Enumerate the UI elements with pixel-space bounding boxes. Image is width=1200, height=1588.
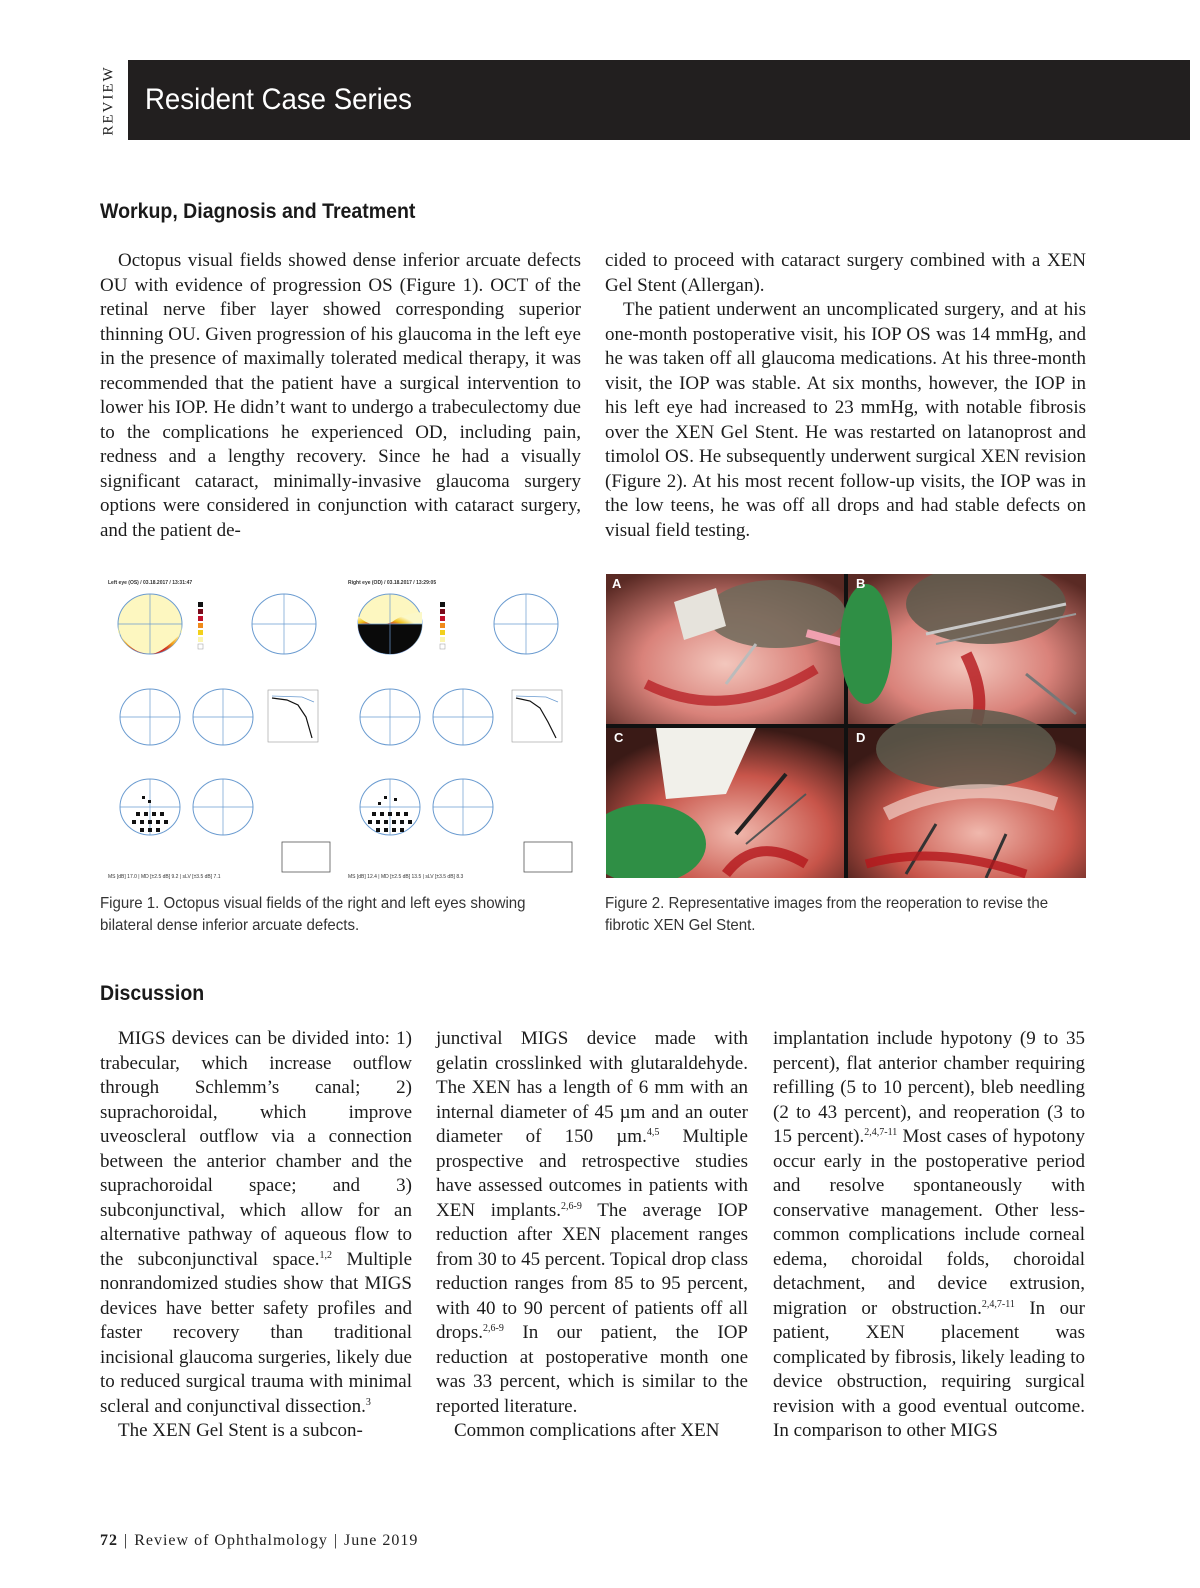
page-footer: 72 | Review of Ophthalmology | June 2019 [100,1532,419,1549]
discussion-paragraph: implantation include hypotony (9 to 35 percent), flat anterior chamber requiring refilling (5 to 10 percent), bleb needling (2 to 43 percent), and reoperation (3 to 15 percent).$^{2,4,7-11}$ Most cases of hypotony occur early in the postoperative period and resolve spontaneously with conservative management. Other less-common complications include corneal edema, choroidal folds, choroidal detachment, and device extrusion, migration or obstruction.$^{2,4,7-11}$ In our patient, XEN placement was complicated by fibrosis, likely leading to device obstruction, requiring surgical revision with a good eventual outcome. In comparison to other MIGS [773,1028,1086,1441]
right-stats-text: MS [dB] 12.4 | MD [±2.5 dB] 13.5 | sLV [±3.5 dB] 8.3 [348,874,464,880]
panel-label-a: A [612,576,622,591]
panel-label-b: B [856,576,866,591]
header-banner [128,60,1190,140]
discussion-paragraph: Common complications after XEN [454,1420,720,1441]
discussion-column-1 [100,1027,412,1444]
surgical-panel-a [606,574,846,724]
issue-date: June 2019 [344,1532,419,1549]
workup-paragraph: Octopus visual fields showed dense inferior arcuate defects OU with evidence of progression OS (Figure 1). OCT of the retinal nerve fiber layer showed corresponding superior thinning OU. Given progression of his glaucoma in the left eye in the presence of maximally tolerated medical therapy, it was recommended that the patient have a surgical intervention to lower his IOP. He didn’t want to undergo a trabeculectomy due to the complications he experienced OD, including pain, redness and a lengthy recovery. Since he had a visually significant cataract, minimally-invasive glaucoma surgery options were considered in conjunction with cataract surgery, and the patient de- [100,250,581,541]
right-eye-label: Right eye (OD) / 03.18.2017 / 13:29:05 [348,580,437,586]
left-stats-box [282,842,330,872]
workup-heading: Workup, Diagnosis and Treatment [100,200,416,223]
page-number: 72 [100,1532,118,1549]
discussion-heading: Discussion [100,982,205,1005]
surgical-panel-c [606,728,844,878]
panel-label-c: C [614,730,624,745]
discussion-paragraph: MIGS devices can be divided into: 1) trabecular, which increase outflow through Schlemm’s canal; 2) suprachoroidal, which improve uveoscleral outflow via a connection between the anterior chamber and the suprachoroidal space; and 3) subconjunctival, which allow for an alternative pathway of aqueous flow to the subconjunctival space.$^{1,2}$ Multiple nonrandomized studies show that MIGS devices have better safety profiles and faster recovery than traditional incisional glaucoma surgeries, likely due to reduced surgical trauma with minimal scleral and conjunctival dissection.$^3$ [100,1028,412,1417]
figure-1-visual-fields [102,572,582,882]
right-color-legend [440,602,445,649]
figure-1-caption: Figure 1. Octopus visual fields of the right and left eyes showing bilateral dense inferior arcuate defects. [100,895,526,934]
discussion-paragraph: The XEN Gel Stent is a subcon- [118,1420,363,1441]
workup-paragraph: cided to proceed with cataract surgery combined with a XEN Gel Stent (Allergan). [605,250,1086,296]
section-side-label: REVIEW [100,64,117,136]
left-eye-label: Left eye (OS) / 03.18.2017 / 13:31:47 [108,580,193,586]
figure-2-surgical-images [606,574,1086,878]
panel-label-d: D [856,730,866,745]
workup-paragraph: The patient underwent an uncomplicated surgery, and at his one-month postoperative visit, his IOP OS was 14 mmHg, and he was taken off all glaucoma medications. At his three-month visit, the IOP was stable. At six months, however, the IOP in his left eye had increased to 23 mmHg, with notable fibrosis over the XEN Gel Stent. He was restarted on latanoprost and timolol OS. He subsequently underwent surgical XEN revision (Figure 2). At his most recent follow-up visits, the IOP was in the low teens, he was off all drops and had stable defects on visual field testing. [605,299,1086,541]
surgical-panel-d [848,709,1086,878]
discussion-column-3 [773,1027,1085,1444]
discussion-column-2 [436,1027,748,1444]
workup-column-1 [100,249,581,543]
right-stats-box [524,842,572,872]
page-title: Resident Case Series [145,83,412,116]
surgical-photo-grid [606,574,1086,878]
left-color-legend [198,602,203,649]
discussion-paragraph: junctival MIGS device made with gelatin crosslinked with glutaraldehyde. The XEN has a length of 6 mm with an internal diameter of 45 µm and an outer diameter of 150 µm.$^{4,5}$ Multiple prospective and retrospective studies have assessed outcomes in patients with XEN implants.$^{2,6-9}$ The average IOP reduction after XEN placement ranges from 30 to 45 percent. Topical drop class reduction ranges from 85 to 95 percent, with 40 to 90 percent of patients off all drops.$^{2,6-9}$ In our patient, the IOP reduction at postoperative month one was 33 percent, which is similar to the reported literature. [436,1028,748,1417]
visual-field-printout [102,572,582,882]
surgical-panel-b [840,574,1086,724]
figure-2-caption: Figure 2. Representative images from the reoperation to revise the fibrotic XEN Gel Stent. [605,895,1049,934]
workup-column-2 [605,249,1086,543]
left-stats-text: MS [dB] 17.0 | MD [±2.5 dB] 9.2 | sLV [±3.5 dB] 7.1 [108,874,221,880]
publication-name: Review of Ophthalmology [134,1532,328,1549]
